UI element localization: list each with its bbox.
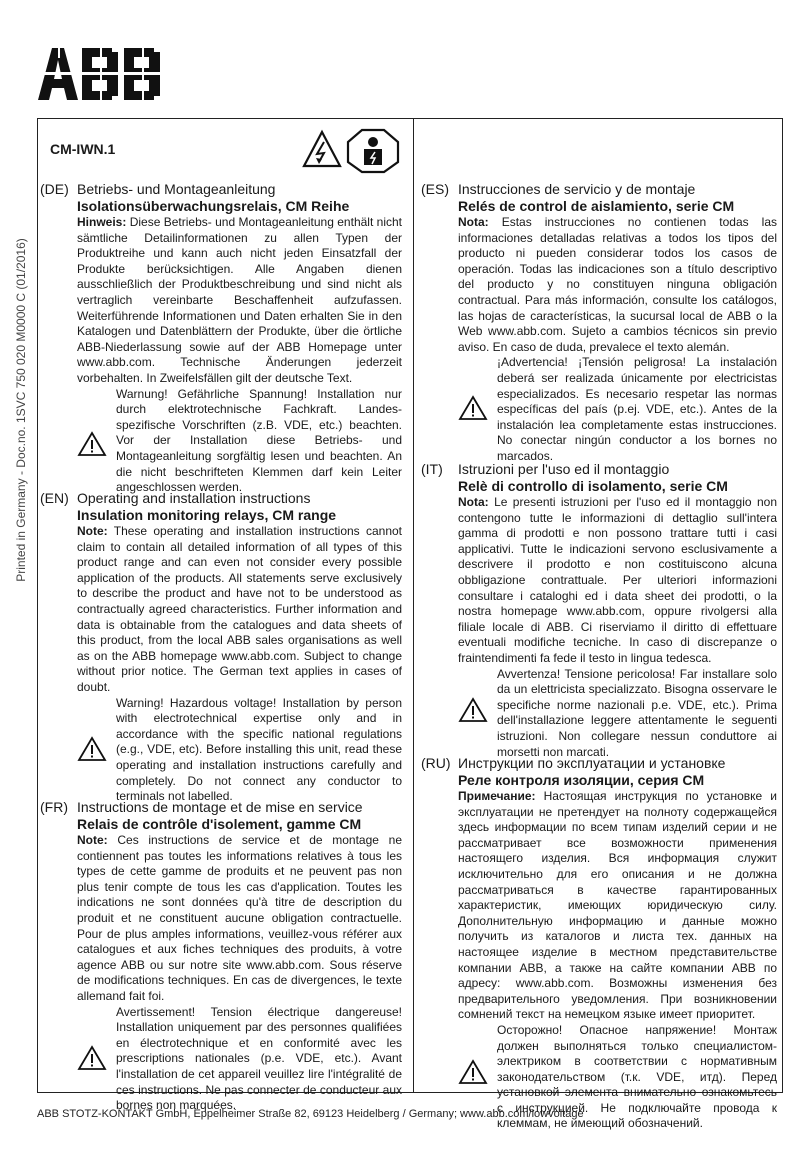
warning-ru: Осторожно! Опасное напряжение! Монтаж должен выполняться только специалистом-электриком в соответствии с нормативным законодательством (т.к. VDE, итд). Перед установкой элемента внимательно ознакомьтесь с инструкцией. Не подключайте провода к клеммам, не имеющий обозначений. xyxy=(421,1023,777,1132)
column-divider xyxy=(413,118,414,1093)
abb-logo-graphic xyxy=(38,48,166,100)
footer-address: ABB STOTZ-KONTAKT GmbH, Eppelheimer Straße 82, 69123 Heidelberg / Germany; www.abb.com/lowvoltage xyxy=(37,1108,584,1120)
heading-de: Betriebs- und Montageanleitung xyxy=(77,181,276,197)
warning-fr: Avertissement! Tension électrique dangereuse! Installation uniquement par des personnes qualifiées en électrotechnique et en conformité avec les prescriptions nationales (p.e. VDE, etc.). Avant l'installation de cet appareil veuillez lire l'intégralité de ces instructions. Ne pas connecter de conducteur aux bornes non marquées. xyxy=(40,1005,402,1114)
lang-code-en: (EN) xyxy=(40,490,69,506)
lang-code-de: (DE) xyxy=(40,181,69,197)
warning-triangle-icon xyxy=(77,736,107,762)
heading-en: Operating and installation instructions xyxy=(77,490,311,506)
heading-es: Instrucciones de servicio y de montaje xyxy=(458,181,696,197)
lang-code-es: (ES) xyxy=(421,181,449,197)
subheading-it: Relè di controllo di isolamento, serie CM xyxy=(458,478,728,494)
section-it xyxy=(421,460,777,760)
abb-logo xyxy=(38,48,166,105)
electrician-icon xyxy=(348,130,398,172)
warning-triangle-icon xyxy=(458,1059,488,1085)
product-title: CM-IWN.1 xyxy=(50,141,116,157)
note-ru: Примечание: Настоящая инструкция по установке и эксплуатации не претендует на полноту содержащейся здесь информации по всем типам изделий серии и не рассматривает все возможности применения настоящего изделия. Вся информация служит исключительно для его описания и не должна рассматриваться в качестве гарантированных характеристик, имеющих юридическую силу. Дополнительную информацию и данные можно получить из каталогов и листа тех. данных на настоящее изделие в местном представительстве компании ABB, а также на сайте компании ABB по адресу: www.abb.com. Возможны изменения без предварительного уведомления. При возникновении сомнений текст на немецком языке имеет приоритет. xyxy=(458,789,777,1022)
warning-triangle-icon xyxy=(458,395,488,421)
heading-it: Istruzioni per l'uso ed il montaggio xyxy=(458,461,670,477)
heading-ru: Инструкции по эксплуатации и установке xyxy=(458,755,726,771)
section-es xyxy=(421,180,777,465)
heading-fr: Instructions de montage et de mise en service xyxy=(77,799,363,815)
section-fr xyxy=(40,798,402,1114)
lang-code-ru: (RU) xyxy=(421,755,451,771)
warning-de: Warnung! Gefährliche Spannung! Installation nur durch elektrotechnische Fachkraft. Landes-spezifische Vorschriften (z.B. VDE, etc.) beachten. Vor der Installation diese Betriebs- und Montageanleitung sorgfältig lesen und beachten. An die nicht beschrifteten Klemmen darf kein Leiter angeschlossen werden. xyxy=(40,387,402,496)
subheading-de: Isolationsüberwachungsrelais, CM Reihe xyxy=(77,198,350,214)
warning-it: Avvertenza! Tensione pericolosa! Far installare solo da un elettricista specializzato. Bisogna osservare le specifiche norme nazionali p.e. VDE, etc.). Prima dell'installazione leggere attentamente le seguenti istruzioni. Non collegare nessun conduttore ai morsetti non marcati. xyxy=(421,667,777,761)
safety-symbols xyxy=(302,128,402,174)
document-number-side-text: Printed in Germany - Doc.no. 1SVC 750 020 M0000 C (01/2016) xyxy=(14,238,28,582)
warning-es: ¡Advertencia! ¡Tensión peligrosa! La instalación deberá ser realizada únicamente por electricistas especializados. Es necesario respetar las normas específicas del país (p.ej. VDE, etc.). Antes de la instalación lea completamente estas instrucciones. No conectar ningún conductor a los bornes no marcados. xyxy=(421,355,777,464)
note-it: Nota: Le presenti istruzioni per l'uso ed il montaggio non contengono tutte le informazioni di dettaglio sull'intera gamma di prodotti e non possono trattare tutti i casi applicativi. Tutte le indicazioni servono esclusivamente a descrivere il prodotto e non costituiscono alcuna obbligazione contrattuale. Per ulteriori informazioni consultare i cataloghi ed i data sheet dei prodotti, o la nostra homepage www.abb.com, oppure rivolgersi alla filiale locale di ABB. Ci riserviamo il diritto di effettuare eventuali modifiche tecniche. In caso di discrepanze o fraintendimenti fa fede il testo in lingua tedesca. xyxy=(458,495,777,665)
subheading-es: Relés de control de aislamiento, serie CM xyxy=(458,198,735,214)
subheading-fr: Relais de contrôle d'isolement, gamme CM xyxy=(77,816,362,832)
high-voltage-warning-icon xyxy=(304,132,340,166)
note-en: Note: These operating and installation instructions cannot claim to contain all detailed information of all types of this product range and can even not consider every possible application of the products. All statements serve exclusively to describe the product and have not to be understood as contractually agreed characteristics. Further information and data is obtainable from the catalogues and data sheets of this product, from the local ABB sales organisations as well as on the ABB homepage www.abb.com. Subject to change without prior notice. The German text applies in cases of doubt. xyxy=(77,524,402,694)
note-de: Hinweis: Diese Betriebs- und Montageanleitung enthält nicht sämtliche Detailinformationen zu allen Typen der Produktreihe und kann auch nicht jeden Einsatzfall der Produkte berücksichtigen. Alle Angaben dienen ausschließlich der Produktbeschreibung und sind nicht als vertraglich vereinbarte Beschaffenheit aufzufassen. Weiterführende Informationen und Daten erhalten Sie in den Katalogen und Datenblättern der Produkte, über die örtliche ABB-Niederlassung sowie auf der ABB Homepage unter www.abb.com. Technische Änderungen jederzeit vorbehalten. In Zweifelsfällen gilt der deutsche Text. xyxy=(77,215,402,385)
section-ru xyxy=(421,754,777,1132)
lang-code-it: (IT) xyxy=(421,461,443,477)
subheading-ru: Реле контроля изоляции, серия CM xyxy=(458,772,705,788)
note-es: Nota: Estas instrucciones no contienen todas las informaciones detalladas relativas a todos los tipos del producto ni pueden considerar todos los casos de operación. Todas las indicaciones son a título descriptivo del producto y no constituyen ninguna obligación contractual. Para más información, consulte los catálogos, las hojas de características, la sucursal local de ABB o la Web www.abb.com. Sujeto a cambios técnicos sin previo aviso. En caso de duda, prevalece el texto alemán. xyxy=(458,215,777,354)
subheading-en: Insulation monitoring relays, CM range xyxy=(77,507,337,523)
warning-en: Warning! Hazardous voltage! Installation by person with electrotechnical expertise only and in accordance with the specific national regulations (e.g., VDE, etc). Before installing this unit, read these operating and installation instructions carefully and completely. Do not connect any conductor to terminals not labelled. xyxy=(40,696,402,805)
section-en xyxy=(40,489,402,805)
warning-triangle-icon xyxy=(458,697,488,723)
note-fr: Note: Ces instructions de service et de montage ne contiennent pas toutes les informations relatives à tous les types de cette gamme de produits et ne peuvent pas non plus tenir compte de tous les cas d'application. Toutes les indications ne sont données qu'à titre de description du produit et ne constituent aucune obligation contractuelle. Pour de plus amples informations, veuillez-vous référer aux catalogues et aux fiches techniques des produits, à votre agence ABB ou sur notre site www.abb.com. Sous réserve de modifications techniques. En cas de divergences, le texte allemand fait foi. xyxy=(77,833,402,1003)
warning-triangle-icon xyxy=(77,1045,107,1071)
section-de xyxy=(40,180,402,496)
lang-code-fr: (FR) xyxy=(40,799,68,815)
warning-triangle-icon xyxy=(77,431,107,457)
